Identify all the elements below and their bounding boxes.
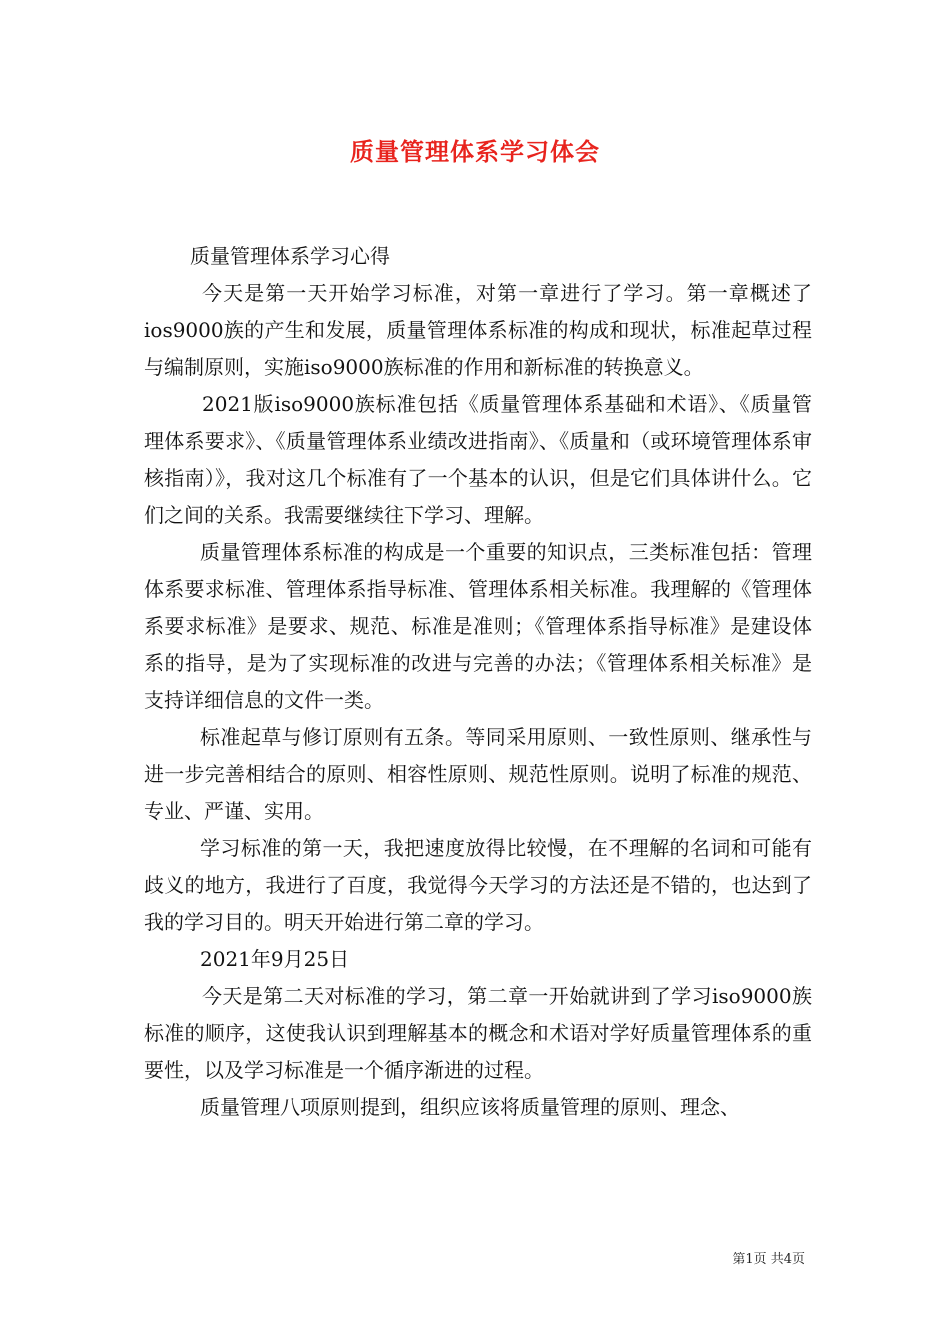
paragraph: 质量管理体系标准的构成是一个重要的知识点，三类标准包括：管理体系要求标准、管理体系指导标准、管理体系相关标准。我理解的《管理体系要求标准》是要求、规范、标准是准则；《管理体系指导标准》是建设体系的指导，是为了实现标准的改进与完善的办法；《管理体系相关标准》是支持详细信息的文件一类。 bbox=[144, 540, 812, 712]
paragraph: 今天是第一天开始学习标准，对第一章进行了学习。第一章概述了ios9000族的产生和发展，质量管理体系标准的构成和现状，标准起草过程与编制原则，实施iso9000族标准的作用和新标准的转换意义。 bbox=[144, 281, 812, 379]
paragraph: 2021版iso9000族标准包括《质量管理体系基础和术语》、《质量管理体系要求》、《质量管理体系业绩改进指南》、《质量和（或环境管理体系审核指南）》，我对这几个标准有了一个基本的认识，但是它们具体讲什么。它们之间的关系。我需要继续往下学习、理解。 bbox=[144, 392, 812, 527]
paragraph: 质量管理八项原则提到，组织应该将质量管理的原则、理念、 bbox=[200, 1095, 740, 1119]
document-body bbox=[144, 238, 812, 1126]
paragraph: 今天是第二天对标准的学习，第二章一开始就讲到了学习iso9000族标准的顺序，这使我认识到理解基本的概念和术语对学好质量管理体系的重要性，以及学习标准是一个循序渐进的过程。 bbox=[144, 984, 812, 1082]
paragraph: 学习标准的第一天，我把速度放得比较慢，在不理解的名词和可能有歧义的地方，我进行了百度，我觉得今天学习的方法还是不错的，也达到了我的学习目的。明天开始进行第二章的学习。 bbox=[144, 836, 812, 934]
document-subtitle: 质量管理体系学习心得 bbox=[190, 244, 390, 268]
page-number: 第1页 共4页 bbox=[732, 1252, 805, 1267]
entry-date: 2021年9月25日 bbox=[200, 947, 350, 971]
paragraph: 标准起草与修订原则有五条。等同采用原则、一致性原则、继承性与进一步完善相结合的原则、相容性原则、规范性原则。说明了标准的规范、专业、严谨、实用。 bbox=[144, 725, 812, 823]
document-title: 质量管理体系学习体会 bbox=[350, 137, 600, 166]
